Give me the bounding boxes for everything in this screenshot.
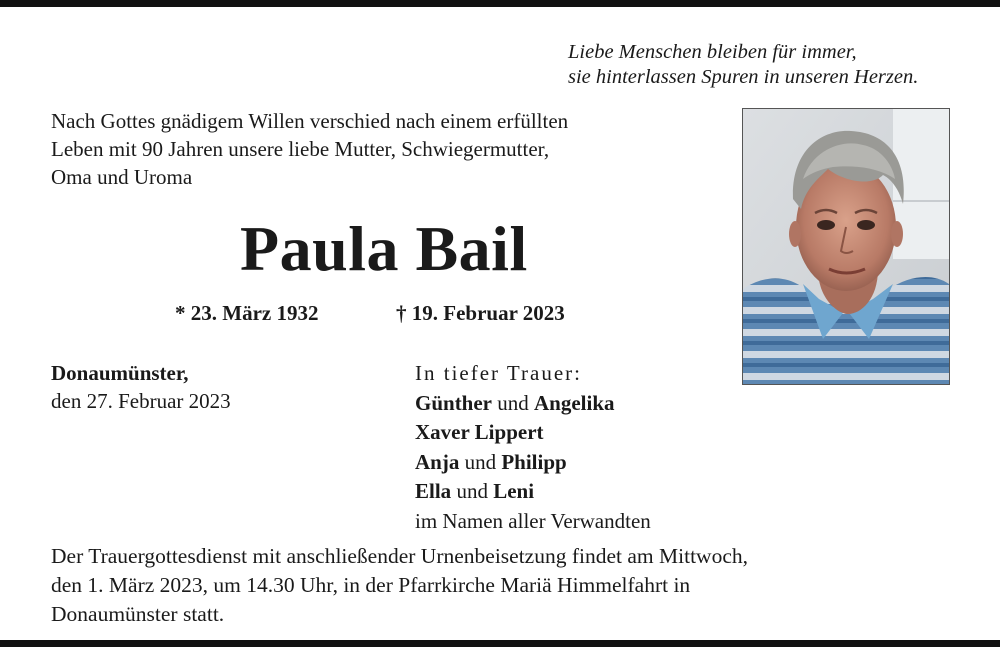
mourner-name: Leni bbox=[493, 479, 535, 503]
mourner-name: Günther bbox=[415, 390, 493, 415]
service-line-1: Der Trauergottesdienst mit anschließender Urnenbeisetzung findet am Mittwoch, bbox=[51, 544, 748, 568]
portrait-illustration bbox=[743, 109, 949, 384]
mourners-list bbox=[415, 359, 651, 536]
service-info bbox=[51, 542, 951, 629]
deceased-name: Paula Bail bbox=[240, 213, 528, 284]
intro-text bbox=[51, 107, 731, 191]
mourner-name: Ella bbox=[415, 479, 452, 503]
place-and-date bbox=[51, 359, 231, 415]
intro-line-1: Nach Gottes gnädigem Willen verschied nach einem erfüllten bbox=[51, 109, 569, 133]
mourners-closing: im Namen aller Verwandten bbox=[415, 508, 651, 533]
mourner-name: Anja bbox=[415, 449, 460, 474]
motto-verse bbox=[568, 40, 963, 90]
intro-line-3: Oma und Uroma bbox=[51, 165, 193, 189]
mourner-name: Philipp bbox=[501, 449, 567, 474]
mourner-row bbox=[415, 448, 651, 478]
motto-line-1: Liebe Menschen bleiben für immer, bbox=[568, 41, 857, 63]
service-line-2: den 1. März 2023, um 14.30 Uhr, in der Pfarrkirche Mariä Himmelfahrt in bbox=[51, 573, 691, 597]
service-line-3: Donaumünster statt. bbox=[51, 602, 225, 626]
mourner-separator: und bbox=[459, 449, 502, 474]
mourner-separator: und bbox=[492, 390, 535, 415]
place-town: Donaumünster, bbox=[51, 361, 189, 385]
intro-line-2: Leben mit 90 Jahren unsere liebe Mutter, Schwiegermutter, bbox=[51, 137, 550, 161]
death-date: † 19. Februar 2023 bbox=[396, 301, 565, 325]
birth-date: * 23. März 1932 bbox=[175, 301, 319, 325]
mourner-row bbox=[415, 418, 651, 448]
mourner-name: Xaver Lippert bbox=[415, 420, 544, 444]
motto-line-2: sie hinterlassen Spuren in unseren Herzen. bbox=[568, 66, 919, 88]
mourners-heading: In tiefer Trauer: bbox=[415, 361, 582, 385]
mourner-row bbox=[415, 389, 651, 419]
mourner-separator: und bbox=[451, 479, 494, 503]
mourner-name: Angelika bbox=[534, 390, 615, 415]
notice-date: den 27. Februar 2023 bbox=[51, 389, 231, 413]
portrait-photo bbox=[742, 108, 950, 385]
mourner-row bbox=[415, 477, 651, 507]
